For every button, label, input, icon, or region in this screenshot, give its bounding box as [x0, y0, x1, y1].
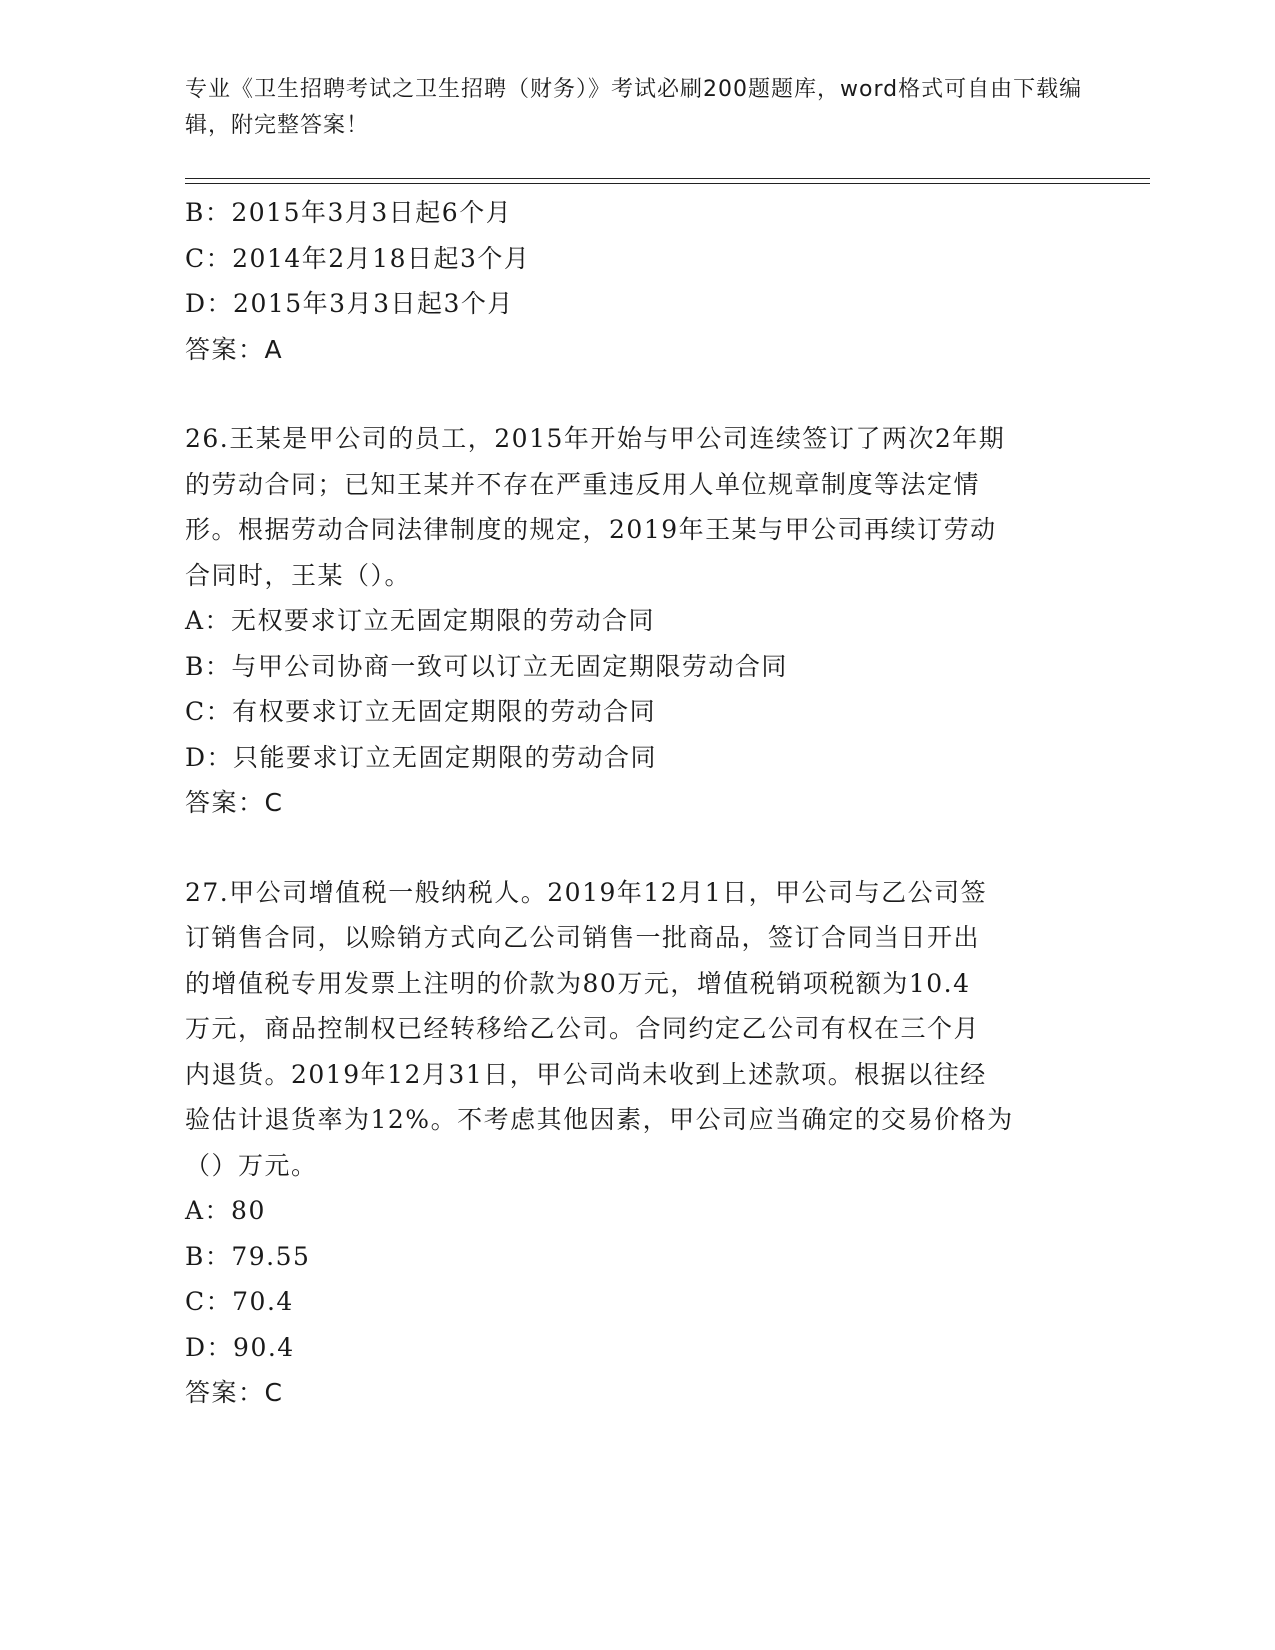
header-divider-top — [185, 178, 1150, 179]
option-c: C：2014年2月18日起3个月 — [185, 243, 531, 273]
answer: 答案：A — [185, 334, 284, 364]
option-b: B：79.55 — [185, 1241, 311, 1271]
option-a: A：80 — [185, 1196, 266, 1225]
question-stem-line: 内退货。2019年12月31日，甲公司尚未收到上述款项。根据以往经 — [185, 1059, 987, 1089]
option-d: D：只能要求订立无固定期限的劳动合同 — [185, 742, 658, 772]
option-b: B：与甲公司协商一致可以订立无固定期限劳动合同 — [185, 651, 788, 681]
option-c: C：70.4 — [185, 1287, 294, 1316]
question-stem-line: （）万元。 — [185, 1150, 318, 1180]
question-stem-line: 的劳动合同；已知王某并不存在严重违反用人单位规章制度等法定情 — [185, 469, 981, 499]
option-d: D：2015年3月3日起3个月 — [185, 289, 514, 318]
question-stem-line: 验估计退货率为12%。不考虑其他因素，甲公司应当确定的交易价格为 — [185, 1105, 1014, 1134]
question-stem-line: 订销售合同，以赊销方式向乙公司销售一批商品，签订合同当日开出 — [185, 923, 981, 952]
question-content — [185, 190, 1085, 1416]
question-26 — [185, 416, 1085, 826]
option-d: D：90.4 — [185, 1332, 295, 1362]
question-stem-line: 形。根据劳动合同法律制度的规定，2019年王某与甲公司再续订劳动 — [185, 515, 997, 544]
question-27 — [185, 870, 1085, 1416]
answer: 答案：C — [185, 1378, 284, 1407]
question-stem-line: 26.王某是甲公司的员工，2015年开始与甲公司连续签订了两次2年期 — [185, 424, 1006, 453]
header-title: 专业《卫生招聘考试之卫生招聘（财务）》考试必刷200题题库，word格式可自由下载编辑，附完整答案！ — [185, 77, 1083, 138]
answer: 答案：C — [185, 788, 284, 817]
option-c: C：有权要求订立无固定期限的劳动合同 — [185, 697, 657, 726]
question-spacer — [185, 372, 1085, 416]
question-stem-line: 合同时，王某（）。 — [185, 560, 412, 590]
question-25 — [185, 190, 1085, 372]
question-stem-line: 的增值税专用发票上注明的价款为80万元，增值税销项税额为10.4 — [185, 968, 971, 998]
question-stem-line: 万元，商品控制权已经转移给乙公司。合同约定乙公司有权在三个月 — [185, 1014, 981, 1043]
header-divider-bottom — [185, 183, 1150, 184]
option-b: B：2015年3月3日起6个月 — [185, 198, 513, 227]
document-header — [185, 72, 1085, 144]
option-a: A：无权要求订立无固定期限的劳动合同 — [185, 606, 656, 635]
question-spacer — [185, 826, 1085, 870]
question-stem-line: 27.甲公司增值税一般纳税人。2019年12月1日，甲公司与乙公司签 — [185, 877, 988, 907]
